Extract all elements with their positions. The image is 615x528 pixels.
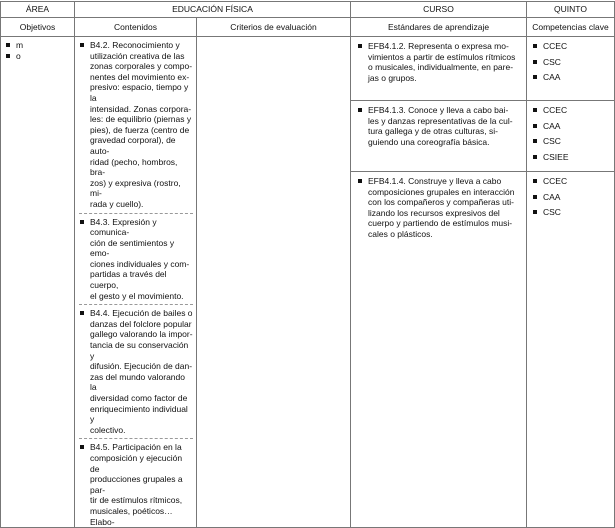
- competencia-item: [531, 41, 610, 52]
- estandar-line: les y danzas representativas de la cul-: [368, 115, 513, 126]
- estandar-item: [357, 41, 520, 83]
- contenido-line: pies), de fuerza (centro de: [90, 124, 190, 135]
- bullet-icon: [358, 44, 362, 48]
- objetivos-cell: [1, 37, 75, 528]
- objetivo-item: [1, 40, 74, 51]
- contenido-line: producciones grupales a par-: [90, 474, 183, 495]
- contenido-line: zas del mundo valorando la: [90, 371, 185, 393]
- contenido-line: B4.4. Ejecución de bailes o: [90, 308, 193, 319]
- bullet-icon: [533, 195, 537, 199]
- competencia-item: [531, 105, 610, 116]
- objetivo-text: o: [16, 50, 21, 61]
- competencia-text: CAA: [543, 120, 561, 131]
- contenido-line: diversidad como factor de: [90, 393, 188, 403]
- contenido-line: ridad (pecho, hombros, bra-: [90, 156, 178, 178]
- contenido-line: zonas corporales y compo-: [90, 61, 193, 72]
- contenido-line: tancia de su conservación y: [90, 340, 189, 361]
- contenidos-cell: [75, 37, 197, 528]
- contenido-line: intensidad. Zonas corpora-: [90, 103, 192, 114]
- contenido-line: gallego valorando la impor-: [90, 329, 193, 340]
- bullet-icon: [533, 108, 537, 112]
- contenido-item: [79, 308, 193, 435]
- bullet-icon: [533, 210, 537, 214]
- contenido-line: presivo: espacio, tiempo y la: [90, 82, 189, 103]
- estandar-line: con los compañeros y compañeras uti-: [368, 197, 514, 208]
- objetivo-text: m: [16, 40, 24, 50]
- competencia-item: [531, 72, 610, 83]
- bullet-icon: [80, 311, 84, 315]
- contenido-line: nentes del movimiento ex-: [90, 71, 190, 82]
- competencia-text: CAA: [543, 72, 561, 83]
- bullet-icon: [80, 220, 84, 224]
- contenido-line: zos) y expresiva (rostro, mi-: [90, 177, 181, 199]
- bullet-icon: [6, 54, 10, 58]
- estandar-line: o musicales, individualmente, en pare-: [368, 62, 514, 73]
- competencia-item: [531, 57, 610, 68]
- competencia-item: [531, 176, 610, 187]
- competencia-item: [531, 121, 610, 132]
- estandar-line: EFB4.1.4. Construye y lleva a cabo: [368, 176, 502, 186]
- curso-value: QUINTO: [527, 2, 615, 18]
- bullet-icon: [358, 179, 362, 183]
- contenido-line: rada y cuello).: [90, 198, 144, 209]
- contenido-line: B4.5. Participación en la: [90, 442, 182, 453]
- competencia-text: CSC: [543, 56, 561, 67]
- estandar-line: composiciones grupales en interacción: [368, 186, 515, 197]
- bullet-icon: [533, 155, 537, 159]
- competencia-text: CCEC: [543, 105, 568, 115]
- competencia-item: [531, 152, 610, 163]
- content-divider: [79, 213, 193, 214]
- contenido-line: les: de equilibrio (piernas y: [90, 114, 192, 125]
- estandares-list: [351, 37, 526, 244]
- contenido-line: musicales, poéticos… Elabo-: [90, 505, 173, 527]
- col-objetivos: Objetivos: [1, 18, 75, 37]
- contenido-line: composición y ejecución de: [90, 452, 183, 474]
- contenido-item: [79, 40, 193, 210]
- competencia-text: CAA: [543, 191, 561, 202]
- curriculum-table: [0, 1, 615, 528]
- estandar-block: [351, 37, 526, 101]
- estandar-line: jas o grupos.: [368, 72, 417, 83]
- bullet-icon: [6, 43, 10, 47]
- estandar-line: cales o plásticos.: [368, 228, 433, 239]
- competencias-list: [527, 37, 614, 227]
- contenido-line: danzas del folclore popular: [90, 318, 192, 329]
- estandar-line: cuerpo y partiendo de estímulos musi-: [368, 218, 513, 229]
- contenido-line: gravedad corporal), de auto-: [90, 135, 176, 156]
- bullet-icon: [80, 445, 84, 449]
- estandar-line: lizando los recursos expresivos del: [368, 207, 500, 218]
- competencias-cell: [527, 37, 615, 528]
- contenido-line: colectivo.: [90, 424, 126, 435]
- estandar-block: [351, 101, 526, 172]
- competencia-item: [531, 192, 610, 203]
- estandares-cell: [351, 37, 527, 528]
- bullet-icon: [533, 44, 537, 48]
- bullet-icon: [358, 108, 362, 112]
- competencia-text: CSIEE: [543, 151, 569, 162]
- bullet-icon: [533, 75, 537, 79]
- competencia-item: [531, 207, 610, 218]
- estandar-block: [351, 172, 526, 244]
- curso-label: CURSO: [351, 2, 527, 18]
- estandar-line: vimientos a partir de estímulos rítmicos: [368, 51, 516, 62]
- contenido-item: [79, 442, 193, 527]
- area-label: ÁREA: [1, 2, 75, 18]
- bullet-icon: [80, 43, 84, 47]
- competencia-text: CCEC: [543, 176, 568, 186]
- col-contenidos: Contenidos: [75, 18, 197, 37]
- contenido-line: utilización creativa de las: [90, 50, 185, 61]
- bullet-icon: [533, 60, 537, 64]
- competencias-block: [527, 101, 614, 172]
- competencias-block: [527, 172, 614, 227]
- contenido-line: tir de estímulos rítmicos,: [90, 495, 183, 506]
- bullet-icon: [533, 139, 537, 143]
- contenido-line: enriquecimiento individual y: [90, 403, 188, 425]
- estandar-item: [357, 105, 520, 147]
- col-competencias: Competencias clave: [527, 18, 615, 37]
- contenido-line: ción de sentimientos y emo-: [90, 237, 175, 259]
- contenido-line: partidas a través del cuerpo,: [90, 269, 167, 291]
- criterios-cell: [197, 37, 351, 528]
- competencia-item: [531, 136, 610, 147]
- contenido-line: el gesto y el movimiento.: [90, 290, 184, 301]
- competencia-text: CSC: [543, 136, 561, 147]
- content-divider: [79, 304, 193, 305]
- bullet-icon: [533, 179, 537, 183]
- contenido-line: ciones individuales y com-: [90, 258, 190, 269]
- column-header-row: [1, 18, 615, 37]
- col-criterios: Criterios de evaluación: [197, 18, 351, 37]
- competencia-text: CCEC: [543, 41, 568, 51]
- competencias-block: [527, 37, 614, 101]
- area-value: EDUCACIÓN FÍSICA: [75, 2, 351, 18]
- contenidos-list: [75, 37, 196, 527]
- col-estandares: Estándares de aprendizaje: [351, 18, 527, 37]
- estandar-line: EFB4.1.2. Representa o expresa mo-: [368, 41, 509, 51]
- objetivos-list: [1, 37, 74, 61]
- competencia-text: CSC: [543, 207, 561, 218]
- estandar-line: tura gallega y de otras culturas, si-: [368, 126, 498, 137]
- header-row: [1, 2, 615, 18]
- contenido-line: difusión. Ejecución de dan-: [90, 361, 193, 372]
- objetivo-item: [1, 51, 74, 62]
- content-row: [1, 37, 615, 528]
- bullet-icon: [533, 124, 537, 128]
- contenido-line: B4.2. Reconocimiento y: [90, 40, 180, 50]
- estandar-line: guiendo una coreografía básica.: [368, 136, 490, 147]
- contenido-line: B4.3. Expresión y comunica-: [90, 216, 157, 238]
- estandar-line: EFB4.1.3. Conoce y lleva a cabo bai-: [368, 105, 509, 115]
- contenido-item: [79, 217, 193, 302]
- estandar-item: [357, 176, 520, 240]
